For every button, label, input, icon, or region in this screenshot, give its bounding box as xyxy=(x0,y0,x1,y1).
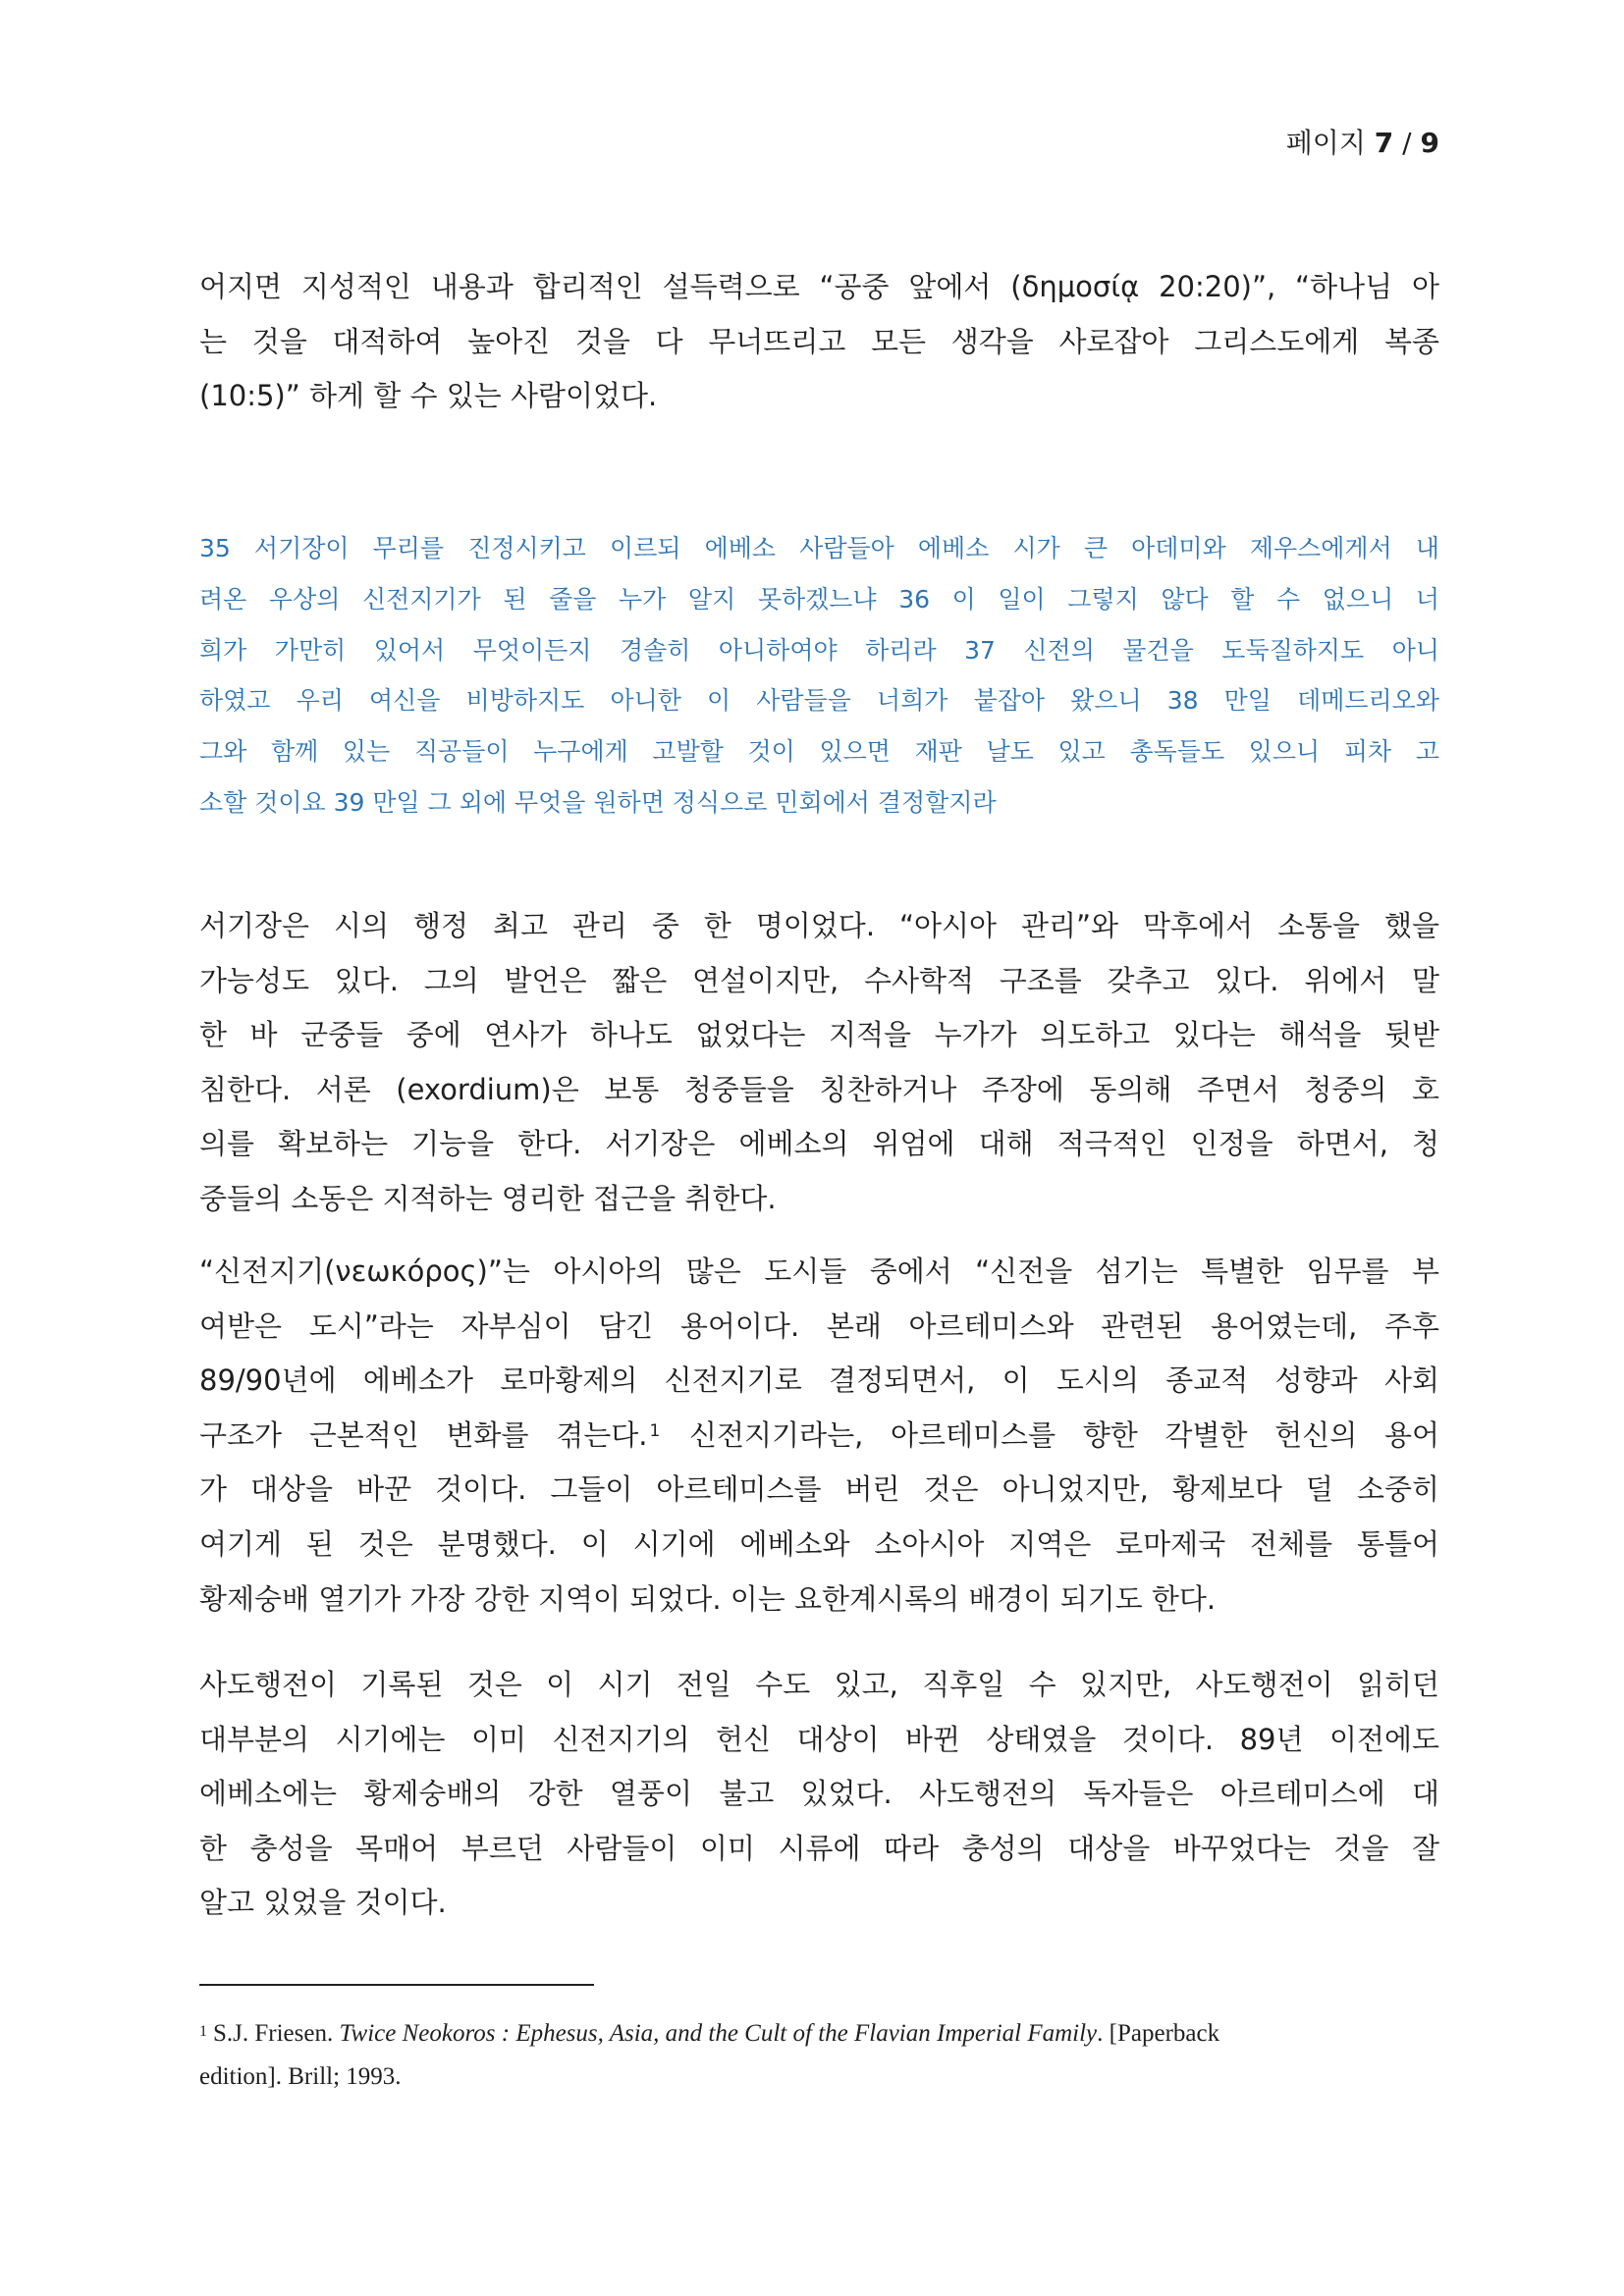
page-separator: / xyxy=(1402,127,1412,159)
paragraph-line: 가능성도 있다. 그의 발언은 짧은 연설이지만, 수사학적 구조를 갖추고 있다. 위에서 말 xyxy=(199,963,1439,997)
body-paragraph-2 xyxy=(199,899,1439,1227)
paragraph-line: 한 충성을 목매어 부르던 사람들이 이미 시류에 따라 충성의 대상을 바꾸었다는 것을 잘 xyxy=(199,1831,1439,1865)
paragraph-line: (10:5)” 하게 할 수 있는 사람이었다. xyxy=(199,379,658,413)
paragraph-line: 여받은 도시”라는 자부심이 담긴 용어이다. 본래 아르테미스와 관련된 용어였는데, 주후 xyxy=(199,1308,1439,1343)
body-paragraph-1 xyxy=(199,260,1439,424)
paragraph-line: “신전지기(νεωκόρος)”는 아시아의 많은 도시들 중에서 “신전을 섬기는 특별한 임무를 부 xyxy=(199,1255,1439,1288)
line-text: 구조가 근본적인 변화를 겪는다. xyxy=(199,1417,648,1452)
paragraph-line: 의를 확보하는 기능을 한다. 서기장은 에베소의 위엄에 대해 적극적인 인정을 하면서, 청 xyxy=(199,1127,1439,1161)
page-label: 페이지 xyxy=(1285,127,1366,159)
total-page-count: 9 xyxy=(1420,127,1439,159)
footnote-marker: 1 xyxy=(199,2023,207,2040)
line-text: 신전지기라는, 아르테미스를 향한 각별한 헌신의 용어 xyxy=(662,1417,1439,1452)
scripture-line: 소할 것이요 39 만일 그 외에 무엇을 원하면 정식으로 민회에서 결정할지라 xyxy=(199,787,997,817)
body-paragraph-3 xyxy=(199,1245,1439,1627)
current-page-number: 7 xyxy=(1374,127,1394,159)
paragraph-line: 황제숭배 열기가 가장 강한 지역이 되었다. 이는 요한계시록의 배경이 되기도 한다. xyxy=(199,1581,1217,1616)
paragraph-line: 는 것을 대적하여 높아진 것을 다 무너뜨리고 모든 생각을 사로잡아 그리스도에게 복종 xyxy=(199,324,1439,358)
page-number-header xyxy=(1286,124,1439,163)
scripture-line: 그와 함께 있는 직공들이 누구에게 고발할 것이 있으면 재판 날도 있고 총독들도 있으니 피차 고 xyxy=(199,737,1439,767)
footnote-reference[interactable]: 1 xyxy=(649,1420,661,1441)
footnote xyxy=(199,2012,1439,2099)
footnote-author: S.J. Friesen. xyxy=(213,2020,334,2047)
paragraph-line: 여기게 된 것은 분명했다. 이 시기에 에베소와 소아시아 지역은 로마제국 전체를 통틀어 xyxy=(199,1526,1439,1561)
paragraph-line: 중들의 소동은 지적하는 영리한 접근을 취한다. xyxy=(199,1181,777,1215)
footnote-title: Twice Neokoros : Ephesus, Asia, and the Cult of the Flavian Imperial Family xyxy=(339,2020,1098,2047)
footnote-line: edition]. Brill; 1993. xyxy=(199,2063,402,2090)
scripture-line: 희가 가만히 있어서 무엇이든지 경솔히 아니하여야 하리라 37 신전의 물건을 도둑질하지도 아니 xyxy=(199,635,1439,665)
scripture-line: 려온 우상의 신전지기가 된 줄을 누가 알지 못하겠느냐 36 이 일이 그렇지 않다 할 수 없으니 너 xyxy=(199,584,1439,614)
paragraph-line: 대부분의 시기에는 이미 신전지기의 헌신 대상이 바뀐 상태였을 것이다. 89년 이전에도 xyxy=(199,1722,1439,1756)
scripture-quote xyxy=(199,523,1439,828)
paragraph-line: 알고 있었을 것이다. xyxy=(199,1886,447,1920)
footnote-publication: . [Paperback xyxy=(1097,2020,1220,2047)
footnote-line xyxy=(199,2012,1439,2056)
body-paragraph-4 xyxy=(199,1658,1439,1931)
paragraph-line xyxy=(199,1409,1439,1464)
paragraph-line: 에베소에는 황제숭배의 강한 열풍이 불고 있었다. 사도행전의 독자들은 아르테미스에 대 xyxy=(199,1777,1439,1811)
paragraph-line: 어지면 지성적인 내용과 합리적인 설득력으로 “공중 앞에서 (δημοσίᾳ 20:20)”, “하나님 아 xyxy=(199,270,1439,303)
paragraph-line: 89/90년에 에베소가 로마황제의 신전지기로 결정되면서, 이 도시의 종교적 성향과 사회 xyxy=(199,1363,1439,1398)
scripture-line: 하였고 우리 여신을 비방하지도 아니한 이 사람들을 너희가 붙잡아 왔으니 38 만일 데메드리오와 xyxy=(199,686,1439,716)
paragraph-line: 서기장은 시의 행정 최고 관리 중 한 명이었다. “아시아 관리”와 막후에서 소통을 했을 xyxy=(199,909,1439,942)
paragraph-line: 사도행전이 기록된 것은 이 시기 전일 수도 있고, 직후일 수 있지만, 사도행전이 읽히던 xyxy=(199,1668,1439,1701)
paragraph-line: 가 대상을 바꾼 것이다. 그들이 아르테미스를 버린 것은 아니었지만, 황제보다 덜 소중히 xyxy=(199,1472,1439,1507)
paragraph-line: 한 바 군중들 중에 연사가 하나도 없었다는 지적을 누가가 의도하고 있다는 해석을 뒷받 xyxy=(199,1018,1439,1052)
footnote-separator-rule xyxy=(199,1984,594,1986)
paragraph-line: 침한다. 서론 (exordium)은 보통 청중들을 칭찬하거나 주장에 동의해 주면서 청중의 호 xyxy=(199,1072,1439,1106)
scripture-line: 35 서기장이 무리를 진정시키고 이르되 에베소 사람들아 에베소 시가 큰 아데미와 제우스에게서 내 xyxy=(199,534,1439,562)
